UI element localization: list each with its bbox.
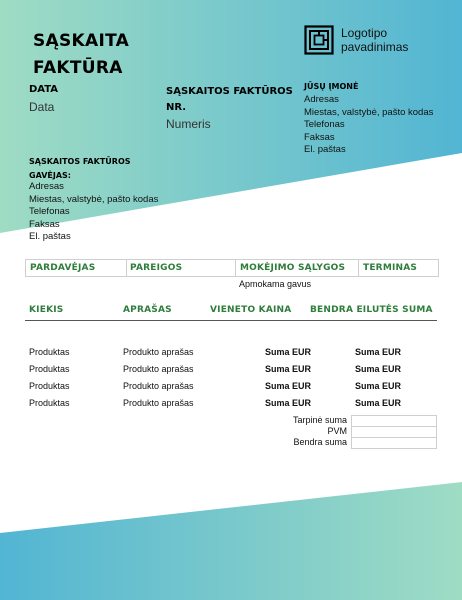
table-row	[25, 398, 437, 415]
table-row	[25, 364, 437, 381]
item-line-total[interactable]: Suma EUR	[355, 347, 402, 357]
item-description[interactable]: Produkto aprašas	[123, 364, 194, 374]
items-table-header	[25, 303, 437, 321]
recipient-label-line1: SĄSKAITOS FAKTŪROS	[29, 157, 131, 166]
invoice-title	[33, 28, 129, 82]
recipient-email[interactable]: El. paštas	[29, 231, 71, 243]
total-label: Bendra suma	[293, 437, 347, 447]
terms-header-position: PAREIGOS	[130, 263, 183, 273]
company-fax[interactable]: Faksas	[304, 131, 335, 143]
item-unit-price[interactable]: Suma EUR	[265, 364, 312, 374]
logo-text-line1: Logotipo	[341, 26, 388, 40]
item-unit-price[interactable]: Suma EUR	[265, 347, 312, 357]
terms-table-row	[25, 279, 437, 293]
company-details	[304, 94, 433, 157]
vat-label: PVM	[327, 426, 347, 436]
item-description[interactable]: Produkto aprašas	[123, 398, 194, 408]
terms-header-payment-terms: MOKĖJIMO SĄLYGOS	[240, 263, 346, 273]
item-quantity[interactable]: Produktas	[29, 381, 70, 391]
recipient-fax[interactable]: Faksas	[29, 218, 60, 230]
recipient-phone[interactable]: Telefonas	[29, 206, 70, 218]
recipient-label-line2: GAVĖJAS:	[29, 171, 71, 180]
company-address[interactable]: Adresas	[304, 94, 339, 105]
item-line-total[interactable]: Suma EUR	[355, 398, 402, 408]
recipient-address[interactable]: Adresas	[29, 181, 64, 192]
items-header-unit-price: VIENETO KAINA	[210, 305, 292, 315]
date-label: DATA	[29, 84, 59, 95]
item-quantity[interactable]: Produktas	[29, 364, 70, 374]
item-unit-price[interactable]: Suma EUR	[265, 398, 312, 408]
logo-text	[341, 26, 408, 54]
item-unit-price[interactable]: Suma EUR	[265, 381, 312, 391]
recipient-city[interactable]: Miestas, valstybė, pašto kodas	[29, 193, 159, 205]
terms-table-header	[25, 259, 439, 277]
date-value[interactable]: Data	[29, 100, 55, 114]
maze-logo-icon	[304, 25, 334, 55]
invoice-number-label-line1: SĄSKAITOS FAKTŪROS	[166, 86, 293, 97]
invoice-number-label-line2: NR.	[166, 102, 187, 113]
recipient-label	[29, 155, 131, 183]
invoice-number-value[interactable]: Numeris	[166, 117, 211, 131]
items-header-description: APRAŠAS	[123, 305, 172, 315]
company-label: JŪSŲ ĮMONĖ	[304, 82, 359, 91]
subtotal-label: Tarpinė suma	[292, 415, 347, 425]
total-value[interactable]	[351, 437, 437, 449]
invoice-title-line1: SĄSKAITA	[33, 31, 130, 51]
item-description[interactable]: Produkto aprašas	[123, 347, 194, 357]
item-quantity[interactable]: Produktas	[29, 347, 70, 357]
table-row	[25, 347, 437, 364]
terms-header-seller: PARDAVĖJAS	[30, 263, 96, 273]
company-email[interactable]: El. paštas	[304, 144, 346, 156]
items-header-quantity: KIEKIS	[29, 305, 64, 315]
item-line-total[interactable]: Suma EUR	[355, 381, 402, 391]
logo-text-line2: pavadinimas	[341, 40, 409, 54]
terms-header-due-date: TERMINAS	[363, 263, 418, 273]
recipient-details	[29, 181, 158, 244]
company-city[interactable]: Miestas, valstybė, pašto kodas	[304, 106, 434, 118]
item-description[interactable]: Produkto aprašas	[123, 381, 194, 391]
item-quantity[interactable]: Produktas	[29, 398, 70, 408]
invoice-number-label	[166, 84, 293, 116]
company-phone[interactable]: Telefonas	[304, 119, 345, 131]
item-line-total[interactable]: Suma EUR	[355, 364, 402, 374]
bottom-gradient-band	[0, 482, 462, 600]
invoice-title-line2: FAKTŪRA	[33, 58, 123, 78]
table-row	[25, 381, 437, 398]
items-header-line-total: BENDRA EILUTĖS SUMA	[310, 305, 433, 315]
terms-value-payment-terms[interactable]: Apmokama gavus	[239, 279, 312, 289]
